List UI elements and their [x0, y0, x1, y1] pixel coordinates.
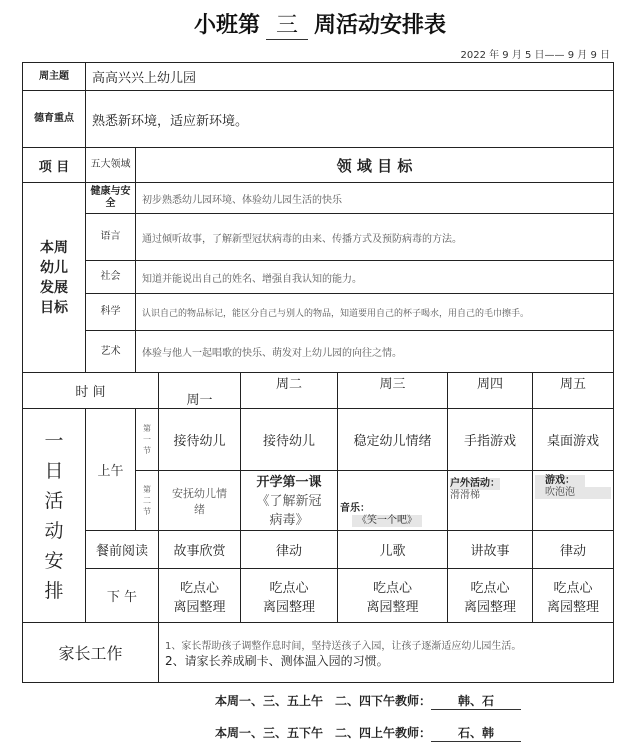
teacher-line: [215, 724, 521, 742]
teacher-line: [215, 692, 521, 710]
period2-label: 第二节: [136, 471, 159, 531]
period2-cell: [448, 471, 533, 531]
afternoon-line: 离园整理: [463, 599, 516, 615]
goal-domain: 科学: [86, 294, 136, 331]
theme-label: 周主题: [23, 63, 86, 91]
period1-cell: 手指游戏: [448, 409, 533, 471]
parents-item: 1、家长帮助孩子调整作息时间，坚持送孩子入园，让孩子逐渐适应幼儿园生活。: [165, 640, 522, 652]
title-prefix: 小班第: [193, 13, 260, 38]
afternoon-cell: [533, 569, 614, 623]
parents-item: 2、请家长养成刷卡、测体温入园的习惯。: [165, 653, 389, 668]
period1-cell: 接待幼儿: [159, 409, 241, 471]
reading-cell: 律动: [533, 531, 614, 569]
period2-sub: 《了解新冠病毒》: [256, 494, 322, 528]
period2-cell: [533, 471, 614, 531]
teacher-names: 石、韩: [431, 724, 521, 742]
goals-header: 领 域 目 标: [136, 148, 614, 183]
period2-cell: [338, 471, 448, 531]
afternoon-cell: [338, 569, 448, 623]
teacher-line-text: 本周一、三、五下午 二、四上午教师：: [215, 726, 432, 740]
reading-cell: 儿歌: [338, 531, 448, 569]
goal-text: 认识自己的物品标记，能区分自己与别人的物品，知道要用自己的杯子喝水，用自己的毛巾擦手。: [136, 294, 614, 331]
page-title: [0, 8, 640, 40]
teacher-line-text: 本周一、三、五上午 二、四下午教师：: [215, 694, 432, 708]
daily-section-label: 一日活动安排: [23, 409, 86, 623]
day-header: 周一: [159, 373, 241, 409]
item-header: 项 目: [23, 148, 86, 183]
day-header: 周五: [533, 373, 614, 409]
afternoon-line: 吃点心: [179, 580, 219, 596]
reading-cell: 故事欣赏: [159, 531, 241, 569]
afternoon-line: 离园整理: [547, 599, 600, 615]
date-range: 2022 年 9 月 5 日—— 9 月 9 日: [460, 50, 610, 61]
afternoon-cell: [448, 569, 533, 623]
period1-cell: 接待幼儿: [241, 409, 338, 471]
goal-domain: 艺术: [86, 331, 136, 373]
afternoon-line: 吃点心: [269, 580, 309, 596]
period2-title: 户外活动：: [450, 478, 500, 489]
goal-domain: 语言: [86, 214, 136, 261]
time-header: 时 间: [23, 373, 159, 409]
period2-cell: 安抚幼儿情绪: [159, 471, 241, 531]
reading-label: 餐前阅读: [86, 531, 159, 569]
period1-cell: 稳定幼儿情绪: [338, 409, 448, 471]
parents-content: [159, 623, 614, 683]
period2-sub: 《笑一个吧》: [352, 515, 422, 527]
domains-header: 五大领域: [86, 148, 136, 183]
afternoon-line: 吃点心: [553, 580, 593, 596]
week-number: 三: [266, 8, 308, 40]
day-header: 周三: [338, 373, 448, 409]
period2-title: 开学第一课: [256, 475, 322, 490]
reading-cell: 讲故事: [448, 531, 533, 569]
goal-text: 知道并能说出自己的姓名、增强自我认知的能力。: [136, 261, 614, 294]
afternoon-cell: [159, 569, 241, 623]
day-header: 周四: [448, 373, 533, 409]
period2-sub: 滑滑梯: [450, 490, 480, 501]
afternoon-line: 离园整理: [366, 599, 419, 615]
period2-cell: [241, 471, 338, 531]
afternoon-line: 吃点心: [470, 580, 510, 596]
moral-value: 熟悉新环境，适应新环境。: [86, 91, 614, 148]
goal-text: 通过倾听故事，了解新型冠状病毒的由来、传播方式及预防病毒的方法。: [136, 214, 614, 261]
morning-label: 上午: [86, 409, 136, 531]
theme-value: 高高兴兴上幼儿园: [86, 63, 614, 91]
goals-section-label: 本周幼儿发展目标: [23, 183, 86, 373]
weekly-schedule-table: [22, 62, 614, 683]
afternoon-line: 吃点心: [372, 580, 412, 596]
period2-title: 音乐：: [340, 503, 370, 514]
day-header: 周二: [241, 373, 338, 409]
afternoon-cell: [241, 569, 338, 623]
goal-text: 初步熟悉幼儿园环境、体验幼儿园生活的快乐: [136, 183, 614, 214]
period2-title: 游戏：: [535, 475, 585, 487]
period2-sub: 吹泡泡: [535, 487, 611, 499]
goal-domain: 健康与安全: [86, 183, 136, 214]
goal-domain: 社会: [86, 261, 136, 294]
afternoon-line: 离园整理: [173, 599, 226, 615]
period1-cell: 桌面游戏: [533, 409, 614, 471]
afternoon-label: 下 午: [86, 569, 159, 623]
period1-label: 第一节: [136, 409, 159, 471]
title-suffix: 周活动安排表: [314, 13, 447, 38]
parents-label: 家长工作: [23, 623, 159, 683]
afternoon-line: 离园整理: [262, 599, 315, 615]
moral-label: 德育重点: [23, 91, 86, 148]
reading-cell: 律动: [241, 531, 338, 569]
goal-text: 体验与他人一起唱歌的快乐、萌发对上幼儿园的向往之情。: [136, 331, 614, 373]
teacher-names: 韩、石: [431, 692, 521, 710]
